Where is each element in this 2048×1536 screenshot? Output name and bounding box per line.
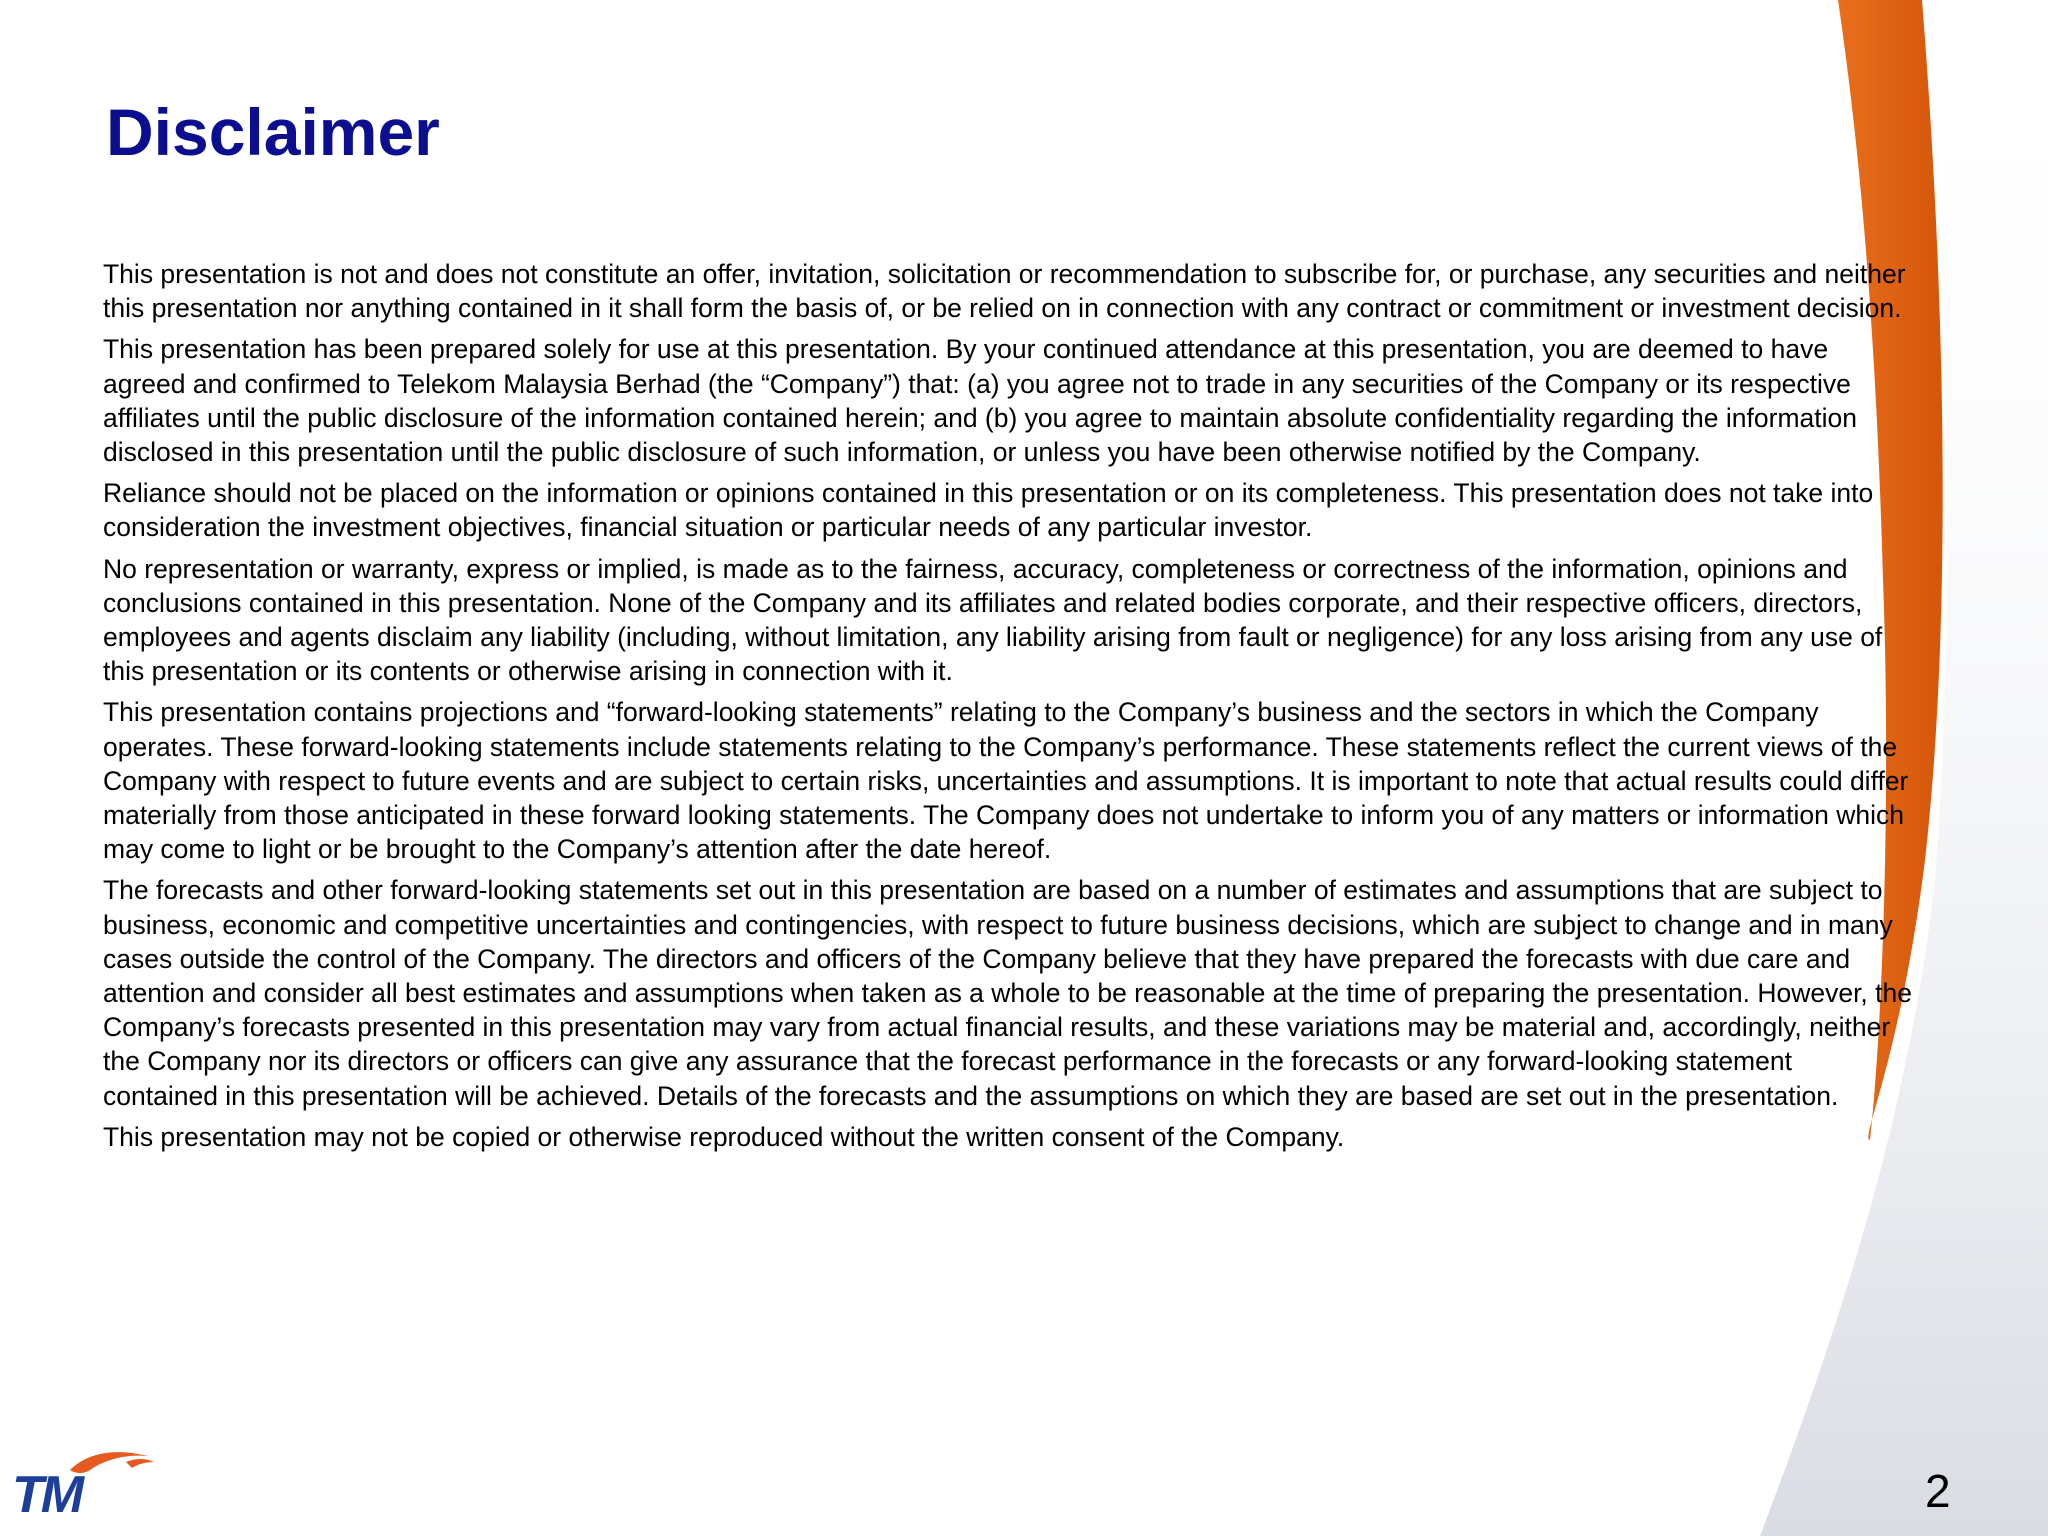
slide-title: Disclaimer: [106, 95, 440, 169]
svg-text:TM: TM: [12, 1466, 82, 1518]
disclaimer-paragraph-offer: This presentation is not and does not constitute an offer, invitation, solicitation or recommendation to subscribe for, or purchase, any securities and neither this presentation nor anything contained in it shall form the basis of, or be relied on in connection with any contract or commitment or investment decision.: [103, 259, 1906, 324]
disclaimer-paragraph-copying: This presentation may not be copied or otherwise reproduced without the written consent of the Company.: [103, 1121, 1345, 1152]
page-number: 2: [1925, 1465, 1951, 1517]
tm-logo-icon: [8, 1448, 158, 1518]
disclaimer-paragraph-confidentiality: This presentation has been prepared solely for use at this presentation. By your continued attendance at this presentation, you are deemed to have agreed and confirmed to Telekom Malaysia Berhad (the “Company”) that: (a) you agree not to trade in any securities of the Company or its respective affiliates until the public disclosure of the information contained herein; and (b) you agree to maintain absolute confidentiality regarding the information disclosed in this presentation until the public disclosure of such information, or unless you have been otherwise notified by the Company.: [103, 334, 1857, 468]
disclaimer-paragraph-forecasts: The forecasts and other forward-looking statements set out in this presentation are based on a number of estimates and assumptions that are subject to business, economic and competitive uncertainties and contingencies, with respect to future business decisions, which are subject to change and in many cases outside the control of the Company. The directors and officers of the Company believe that they have prepared the forecasts with due care and attention and consider all best estimates and assumptions when taken as a whole to be reasonable at the time of preparing the presentation. However, the Company’s forecasts presented in this presentation may vary from actual financial results, and these variations may be material and, accordingly, neither the Company nor its directors or officers can give any assurance that the forecast performance in the forecasts or any forward-looking statement contained in this presentation will be achieved. Details of the forecasts and the assumptions on which they are based are set out in the presentation.: [103, 875, 1913, 1111]
disclaimer-paragraph-reliance: Reliance should not be placed on the information or opinions contained in this presentation or on its completeness. This presentation does not take into consideration the investment objectives, financial situation or particular needs of any particular investor.: [103, 478, 1874, 543]
disclaimer-paragraph-warranty: No representation or warranty, express or implied, is made as to the fairness, accuracy, completeness or correctness of the information, opinions and conclusions contained in this presentation. None of the Company and its affiliates and related bodies corporate, and their respective officers, directors, employees and agents disclaim any liability (including, without limitation, any liability arising from fault or negligence) for any loss arising from any use of this presentation or its contents or otherwise arising in connection with it.: [103, 553, 1883, 687]
disclaimer-paragraph-forward-looking: This presentation contains projections and “forward-looking statements” relating to the Company’s business and the sectors in which the Company operates. These forward-looking statements include statements relating to the Company’s performance. These statements reflect the current views of the Company with respect to future events and are subject to certain risks, uncertainties and assumptions. It is important to note that actual results could differ materially from those anticipated in these forward looking statements. The Company does not undertake to inform you of any matters or information which may come to light or be brought to the Company’s attention after the date hereof.: [103, 697, 1909, 865]
disclaimer-body: [103, 257, 1913, 1161]
